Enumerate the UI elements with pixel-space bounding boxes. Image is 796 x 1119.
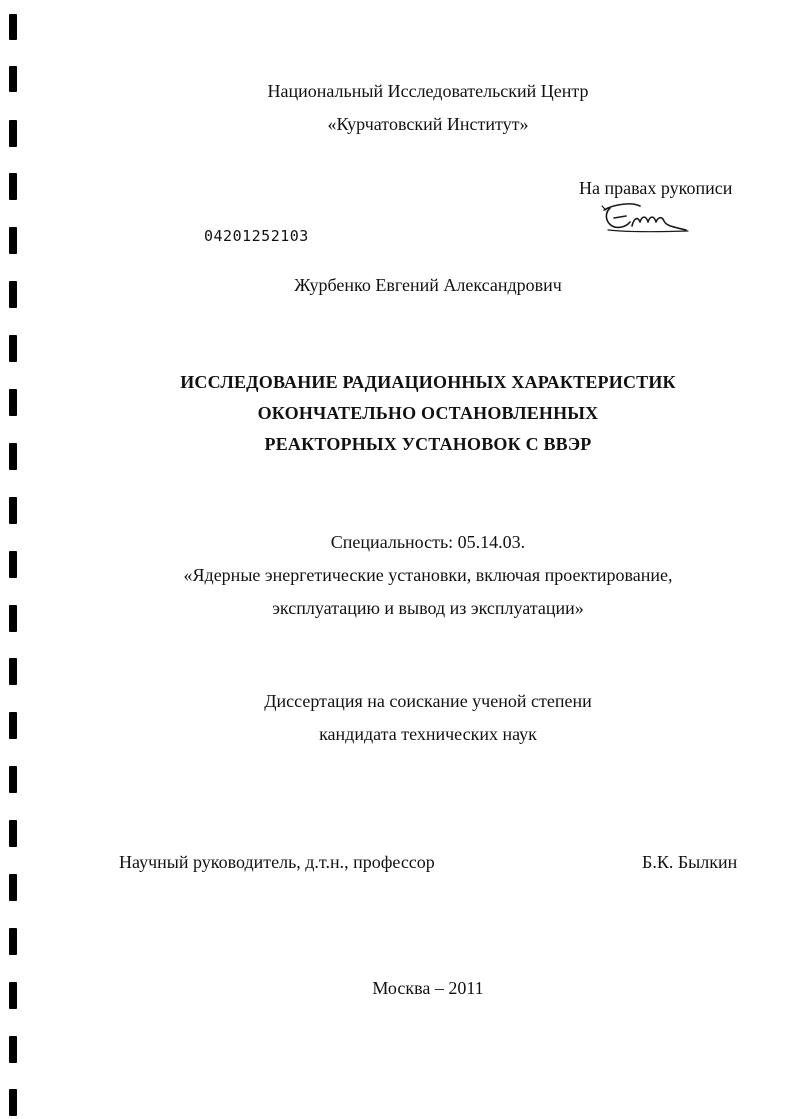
edge-mark [9, 712, 17, 739]
specialty-description: эксплуатацию и вывод из эксплуатации» [272, 598, 584, 618]
edge-mark [9, 66, 17, 92]
edge-mark [9, 928, 17, 955]
edge-mark [9, 443, 17, 470]
edge-mark [9, 658, 17, 685]
specialty-description: «Ядерные энергетические установки, включая проектирование, [183, 565, 673, 585]
organization-name: Национальный Исследовательский Центр [267, 81, 589, 101]
edge-mark [9, 335, 17, 362]
edge-mark [9, 982, 17, 1009]
author-name: Журбенко Евгений Александрович [294, 275, 562, 295]
edge-mark [9, 281, 17, 308]
edge-mark [9, 120, 17, 147]
city-year: Москва – 2011 [372, 978, 484, 998]
rights-note: На правах рукописи [579, 178, 733, 198]
supervisor-name: Б.К. Былкин [642, 852, 738, 872]
dissertation-title-line: ИССЛЕДОВАНИЕ РАДИАЦИОННЫХ ХАРАКТЕРИСТИК [180, 372, 676, 392]
degree-statement: Диссертация на соискание ученой степени [264, 691, 592, 711]
edge-mark [9, 173, 17, 200]
edge-mark [9, 820, 17, 847]
edge-mark [9, 227, 17, 254]
specialty-code: Специальность: 05.14.03. [330, 532, 526, 552]
edge-mark [9, 874, 17, 901]
edge-mark [9, 389, 17, 416]
edge-mark [9, 605, 17, 632]
edge-mark [9, 497, 17, 524]
edge-mark [9, 1089, 17, 1116]
supervisor-label: Научный руководитель, д.т.н., профессор [119, 852, 435, 872]
edge-mark [9, 766, 17, 793]
dissertation-title-line: РЕАКТОРНЫХ УСТАНОВОК С ВВЭР [264, 434, 592, 454]
degree-statement: кандидата технических наук [319, 724, 537, 744]
organization-institute: «Курчатовский Институт» [327, 114, 529, 134]
catalog-number: 04201252103 [204, 227, 309, 245]
edge-mark [9, 551, 17, 578]
edge-mark [9, 14, 17, 40]
edge-mark [9, 1036, 17, 1063]
dissertation-title-line: ОКОНЧАТЕЛЬНО ОСТАНОВЛЕННЫХ [257, 403, 599, 423]
binding-edge-marks [0, 0, 30, 1119]
handwritten-signature [596, 196, 696, 238]
